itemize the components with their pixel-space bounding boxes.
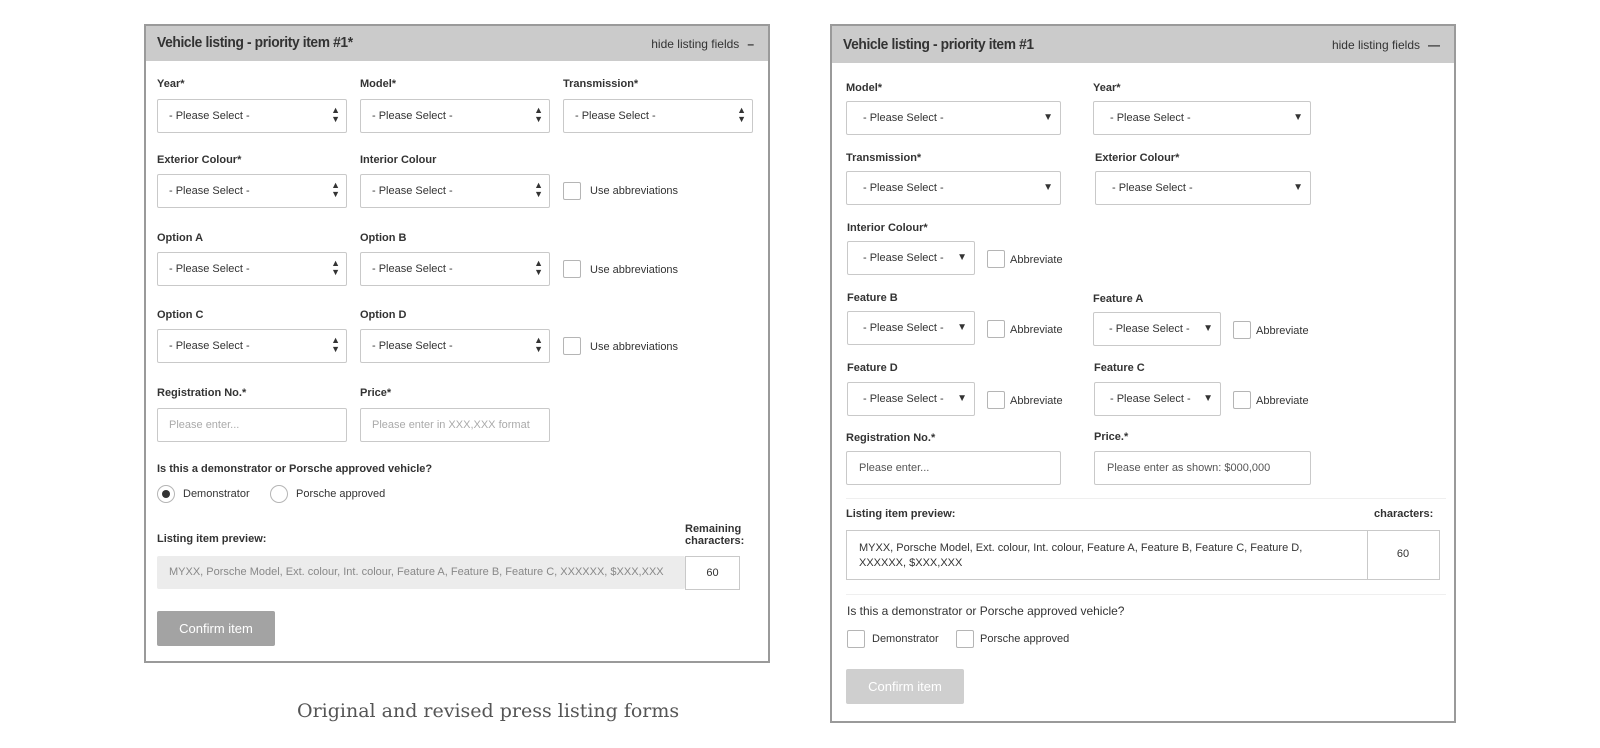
interior-colour-label: Interior Colour* xyxy=(847,222,928,234)
model-select[interactable] xyxy=(360,99,550,133)
updown-arrows-icon xyxy=(331,106,340,124)
chevron-down-icon: ▼ xyxy=(957,393,967,404)
confirm-item-button[interactable]: Confirm item xyxy=(157,611,275,646)
year-select-value: - Please Select - xyxy=(169,110,250,122)
year-select-value: - Please Select - xyxy=(1110,112,1191,124)
original-form-title: Vehicle listing - priority item #1* xyxy=(157,34,353,51)
updown-arrows-icon xyxy=(534,336,543,354)
abbreviate-checkbox-label: Abbreviate xyxy=(1256,325,1309,337)
revised-hide-fields-link[interactable] xyxy=(1332,38,1440,52)
exterior-colour-select-value: - Please Select - xyxy=(1112,182,1193,194)
feature-c-select[interactable] xyxy=(1094,382,1221,416)
abbreviate-checkbox-label: Abbreviate xyxy=(1010,254,1063,266)
feature-a-select[interactable] xyxy=(1093,312,1221,346)
abbreviations-checkbox-label: Use abbreviations xyxy=(590,264,679,276)
listing-preview-box xyxy=(157,556,685,589)
radio-selected-dot xyxy=(162,490,170,498)
option-b-select-value: - Please Select - xyxy=(372,263,453,275)
remaining-characters-label-1: Remaining xyxy=(685,523,742,535)
exterior-colour-label: Exterior Colour* xyxy=(1095,152,1180,164)
registration-label: Registration No.* xyxy=(157,387,247,399)
feature-d-select-value: - Please Select - xyxy=(863,393,944,405)
abbreviations-checkbox-options-cd[interactable] xyxy=(563,337,581,355)
updown-arrows-icon xyxy=(331,181,340,199)
chevron-down-icon: ▼ xyxy=(1203,393,1213,404)
interior-colour-select[interactable] xyxy=(847,241,975,275)
revised-form-title: Vehicle listing - priority item #1 xyxy=(843,36,1034,53)
chevron-down-icon: ▼ xyxy=(1043,112,1053,123)
revised-hide-fields-label: hide listing fields xyxy=(1331,38,1420,52)
arrow-down-icon: ▼ xyxy=(737,114,746,124)
updown-arrows-icon xyxy=(737,106,746,124)
model-label: Model* xyxy=(846,82,883,94)
abbreviations-checkbox-options-ab[interactable] xyxy=(563,260,581,278)
revised-form-header xyxy=(832,26,1454,63)
transmission-select-value: - Please Select - xyxy=(863,182,944,194)
feature-a-label: Feature A xyxy=(1093,293,1144,305)
minus-icon: — xyxy=(1428,38,1440,52)
arrow-up-icon: ▲ xyxy=(534,105,543,115)
updown-arrows-icon xyxy=(331,336,340,354)
arrow-up-icon: ▲ xyxy=(534,258,543,268)
updown-arrows-icon xyxy=(534,106,543,124)
updown-arrows-icon xyxy=(534,259,543,277)
interior-colour-select-value: - Please Select - xyxy=(863,252,944,264)
year-select[interactable] xyxy=(157,99,347,133)
option-d-select[interactable] xyxy=(360,329,550,363)
arrow-down-icon: ▼ xyxy=(534,189,543,199)
feature-b-label: Feature B xyxy=(847,292,898,304)
arrow-up-icon: ▲ xyxy=(534,180,543,190)
question-divider xyxy=(846,594,1446,595)
option-a-select-value: - Please Select - xyxy=(169,263,250,275)
price-input[interactable] xyxy=(1094,451,1311,485)
arrow-down-icon: ▼ xyxy=(331,189,340,199)
feature-a-select-value: - Please Select - xyxy=(1109,323,1190,335)
listing-preview-label: Listing item preview: xyxy=(846,508,956,520)
registration-input[interactable] xyxy=(846,451,1061,485)
option-c-label: Option C xyxy=(157,309,204,321)
interior-colour-select[interactable] xyxy=(360,174,550,208)
feature-c-select-value: - Please Select - xyxy=(1110,393,1191,405)
characters-label: characters: xyxy=(1374,508,1434,520)
exterior-colour-select-value: - Please Select - xyxy=(169,185,250,197)
minus-icon: – xyxy=(747,37,754,51)
option-d-select-value: - Please Select - xyxy=(372,340,453,352)
remaining-characters-count: 60 xyxy=(706,567,719,579)
transmission-select[interactable] xyxy=(563,99,753,133)
price-input[interactable] xyxy=(360,408,550,442)
demonstrator-radio[interactable] xyxy=(157,485,175,503)
option-b-label: Option B xyxy=(360,232,407,244)
arrow-down-icon: ▼ xyxy=(331,114,340,124)
original-listing-form xyxy=(144,24,770,663)
demonstrator-checkbox[interactable] xyxy=(847,630,865,648)
vehicle-type-question: Is this a demonstrator or Porsche approved vehicle? xyxy=(847,604,1125,618)
price-placeholder: Please enter as shown: $000,000 xyxy=(1107,462,1271,474)
arrow-up-icon: ▲ xyxy=(331,258,340,268)
remaining-characters-label-2: characters: xyxy=(685,535,745,547)
porsche-approved-checkbox-label: Porsche approved xyxy=(980,633,1070,645)
listing-preview-text: MYXX, Porsche Model, Ext. colour, Int. colour, Feature A, Feature B, Feature C, Feature D, XXXXXX, $XXX,XXX xyxy=(859,542,1303,569)
feature-d-label: Feature D xyxy=(847,362,898,374)
exterior-colour-select[interactable] xyxy=(157,174,347,208)
arrow-up-icon: ▲ xyxy=(737,105,746,115)
confirm-item-button[interactable]: Confirm item xyxy=(846,669,964,704)
option-a-select[interactable] xyxy=(157,252,347,286)
option-c-select[interactable] xyxy=(157,329,347,363)
arrow-up-icon: ▲ xyxy=(331,335,340,345)
transmission-select[interactable] xyxy=(846,171,1061,205)
abbreviations-checkbox-label: Use abbreviations xyxy=(590,185,679,197)
abbreviate-checkbox-feature-d[interactable] xyxy=(987,391,1005,409)
chevron-down-icon: ▼ xyxy=(957,322,967,333)
arrow-up-icon: ▲ xyxy=(331,180,340,190)
abbreviate-checkbox-label: Abbreviate xyxy=(1010,395,1063,407)
price-placeholder: Please enter in XXX,XXX format xyxy=(372,419,530,431)
registration-placeholder: Please enter... xyxy=(859,462,930,474)
arrow-up-icon: ▲ xyxy=(331,105,340,115)
abbreviate-checkbox-label: Abbreviate xyxy=(1256,395,1309,407)
registration-input[interactable] xyxy=(157,408,347,442)
abbreviate-checkbox-feature-a[interactable] xyxy=(1233,321,1251,339)
arrow-down-icon: ▼ xyxy=(331,267,340,277)
feature-b-select[interactable] xyxy=(847,311,975,345)
remaining-characters-count-box xyxy=(685,556,740,590)
interior-colour-select-value: - Please Select - xyxy=(372,185,453,197)
chevron-down-icon: ▼ xyxy=(1293,182,1303,193)
price-label: Price* xyxy=(360,387,392,399)
original-hide-fields-link[interactable] xyxy=(651,37,754,51)
porsche-approved-radio-label: Porsche approved xyxy=(296,488,386,500)
figure-caption: Original and revised press listing forms xyxy=(297,700,680,722)
arrow-down-icon: ▼ xyxy=(331,344,340,354)
price-label: Price.* xyxy=(1094,431,1129,443)
model-select[interactable] xyxy=(846,101,1061,135)
demonstrator-radio-label: Demonstrator xyxy=(183,488,250,500)
option-c-select-value: - Please Select - xyxy=(169,340,250,352)
option-b-select[interactable] xyxy=(360,252,550,286)
arrow-down-icon: ▼ xyxy=(534,267,543,277)
arrow-down-icon: ▼ xyxy=(534,344,543,354)
feature-b-select-value: - Please Select - xyxy=(863,322,944,334)
porsche-approved-checkbox[interactable] xyxy=(956,630,974,648)
arrow-down-icon: ▼ xyxy=(534,114,543,124)
model-label: Model* xyxy=(360,78,397,90)
year-label: Year* xyxy=(157,78,185,90)
characters-count: 60 xyxy=(1396,548,1410,560)
abbreviate-checkbox-label: Abbreviate xyxy=(1010,324,1063,336)
abbreviate-checkbox-feature-c[interactable] xyxy=(1233,391,1251,409)
listing-preview-label: Listing item preview: xyxy=(157,533,267,545)
listing-preview-box xyxy=(846,530,1440,580)
feature-d-select[interactable] xyxy=(847,382,975,416)
transmission-select-value: - Please Select - xyxy=(575,110,656,122)
abbreviate-checkbox-feature-b[interactable] xyxy=(987,320,1005,338)
updown-arrows-icon xyxy=(534,181,543,199)
option-a-label: Option A xyxy=(157,232,204,244)
transmission-label: Transmission* xyxy=(846,152,922,164)
exterior-colour-label: Exterior Colour* xyxy=(157,154,242,166)
revised-listing-form xyxy=(830,24,1456,723)
arrow-up-icon: ▲ xyxy=(534,335,543,345)
abbreviate-checkbox-interior[interactable] xyxy=(987,250,1005,268)
model-select-value: - Please Select - xyxy=(372,110,453,122)
abbreviations-checkbox-label: Use abbreviations xyxy=(590,341,679,353)
porsche-approved-radio[interactable] xyxy=(270,485,288,503)
updown-arrows-icon xyxy=(331,259,340,277)
chevron-down-icon: ▼ xyxy=(1293,112,1303,123)
preview-divider xyxy=(846,498,1446,499)
model-select-value: - Please Select - xyxy=(863,112,944,124)
year-select[interactable] xyxy=(1093,101,1311,135)
transmission-label: Transmission* xyxy=(563,78,639,90)
vehicle-type-question: Is this a demonstrator or Porsche approved vehicle? xyxy=(157,463,433,475)
chevron-down-icon: ▼ xyxy=(957,252,967,263)
year-label: Year* xyxy=(1093,82,1121,94)
abbreviations-checkbox-colour[interactable] xyxy=(563,182,581,200)
demonstrator-checkbox-label: Demonstrator xyxy=(872,633,939,645)
original-form-header xyxy=(146,26,768,61)
registration-placeholder: Please enter... xyxy=(169,419,240,431)
interior-colour-label: Interior Colour xyxy=(360,154,437,166)
option-d-label: Option D xyxy=(360,309,407,321)
chevron-down-icon: ▼ xyxy=(1203,323,1213,334)
listing-preview-text: MYXX, Porsche Model, Ext. colour, Int. colour, Feature A, Feature B, Feature C, XXXXXX, $XXX,XXX xyxy=(169,566,664,578)
registration-label: Registration No.* xyxy=(846,432,936,444)
exterior-colour-select[interactable] xyxy=(1095,171,1311,205)
feature-c-label: Feature C xyxy=(1094,362,1145,374)
chevron-down-icon: ▼ xyxy=(1043,182,1053,193)
original-hide-fields-label: hide listing fields xyxy=(651,37,740,51)
